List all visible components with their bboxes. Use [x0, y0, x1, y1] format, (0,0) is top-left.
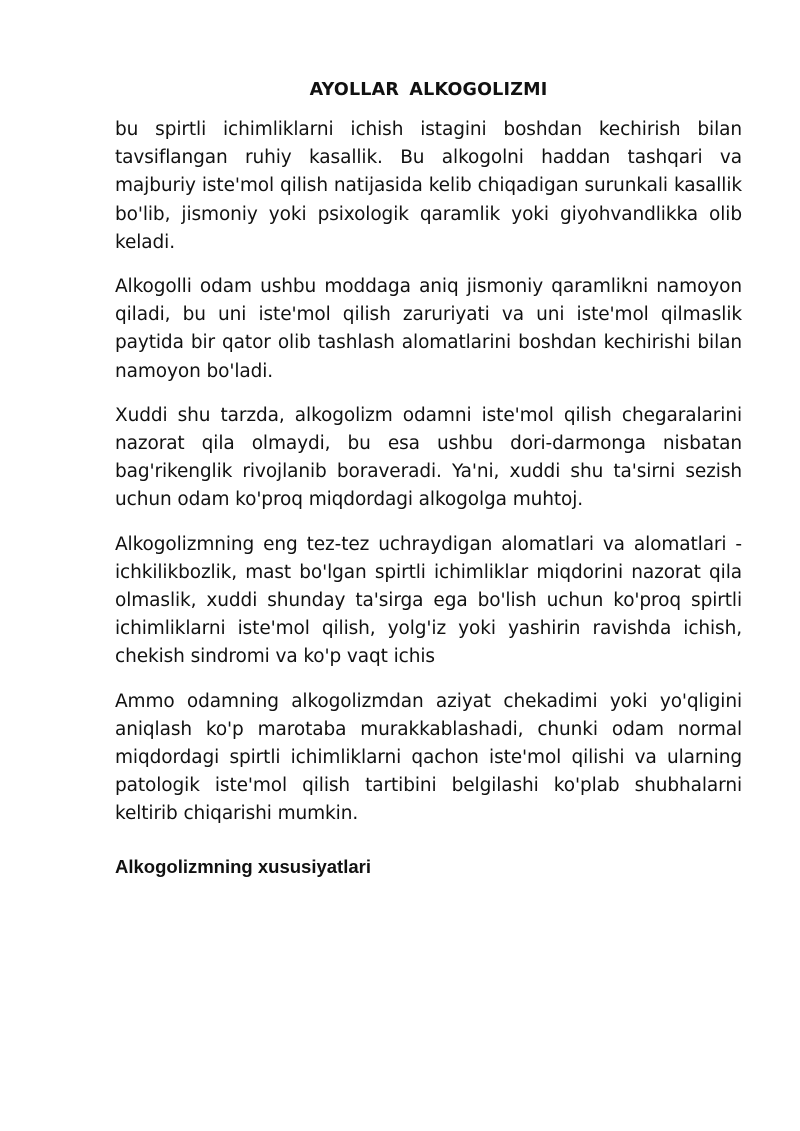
paragraph-5: Ammo odamning alkogolizmdan aziyat chekadimi yoki yo'qligini aniqlash ko'p marotaba murakkablashadi, chunki odam normal miqdordagi spirtli ichimliklarni qachon iste'mol qilishi va ularning patologik iste'mol qilish tartibini belgilashi ko'plab shubhalarni keltirib chiqarishi mumkin.	[115, 690, 742, 825]
paragraph-2: Alkogolli odam ushbu moddaga aniq jismoniy qaramlikni namoyon qiladi, bu uni iste'mol qilish zaruriyati va uni iste'mol qilmaslik paytida bir qator olib tashlash alomatlarini boshdan kechirishi bilan namoyon bo'ladi.	[115, 276, 742, 382]
section-heading: Alkogolizmning xususiyatlari	[115, 855, 371, 877]
paragraph-1: bu spirtli ichimliklarni ichish istagini boshdan kechirish bilan tavsiflangan ruhiy kasallik. Bu alkogolni haddan tashqari va majburiy iste'mol qilish natijasida kelib chiqadigan surunkali kasallik bo'lib, jismoniy yoki psixologik qaramlik yoki giyohvandlikka olib keladi.	[115, 119, 742, 253]
paragraph-3: Xuddi shu tarzda, alkogolizm odamni iste'mol qilish chegaralarini nazorat qila olmaydi, bu esa ushbu dori-darmonga nisbatan bag'rikenglik rivojlanib boraveradi. Ya'ni, xuddi shu ta'sirni sezish uchun odam ko'proq miqdordagi alkogolga muhtoj.	[115, 404, 742, 511]
paragraph-4: Alkogolizmning eng tez-tez uchraydigan alomatlari va alomatlari - ichkilikbozlik, mast bo'lgan spirtli ichimliklar miqdorini nazorat qila olmaslik, xuddi shunday ta'sirga ega bo'lish uchun ko'proq spirtli ichimliklarni iste'mol qilish, yolg'iz yoki yashirin ravishda ichish, chekish sindromi va ko'p vaqt ichis	[115, 533, 742, 668]
document-page	[115, 78, 742, 879]
document-title: AYOLLAR ALKOGOLIZMI	[309, 80, 548, 100]
